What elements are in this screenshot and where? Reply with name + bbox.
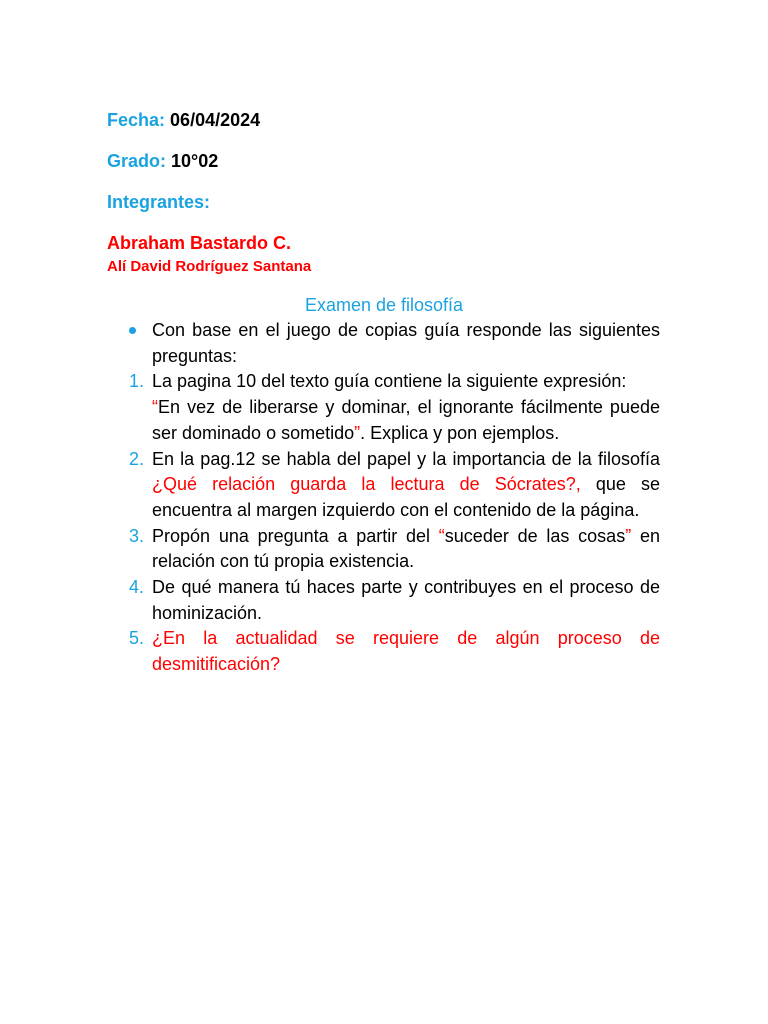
question-quote-line xyxy=(152,395,660,446)
question-item xyxy=(107,524,660,575)
grado-value: 10°02 xyxy=(171,151,219,171)
integrantes-label: Integrantes: xyxy=(107,192,211,212)
instruction-text: Con base en el juego de copias guía responde las siguientes preguntas: xyxy=(152,320,660,366)
fecha-value: 06/04/2024 xyxy=(170,110,261,130)
question-item xyxy=(107,447,660,524)
quote-open: “ xyxy=(438,525,445,546)
question-text: ¿En la actualidad se requiere de algún proceso de desmitificación? xyxy=(152,628,660,675)
question-text: De qué manera tú haces parte y contribuyes en el proceso de hominización. xyxy=(152,577,660,623)
question-text: Propón una pregunta a partir del xyxy=(152,525,439,546)
instruction-bullet xyxy=(107,318,660,369)
question-number: 5. xyxy=(129,628,145,649)
question-number: 4. xyxy=(129,577,145,598)
question-number: 1. xyxy=(129,371,145,392)
question-item xyxy=(107,575,660,626)
fecha-label: Fecha: xyxy=(107,110,166,130)
question-number: 2. xyxy=(129,448,145,469)
integrantes-line xyxy=(107,191,210,213)
quote-open: “ xyxy=(152,397,158,418)
question-highlight: ¿Qué relación guarda la lectura de Sócrates?, xyxy=(152,474,581,495)
question-text-continued: que se encuentra al margen izquierdo con el contenido de la página. xyxy=(152,474,660,520)
bullet-icon xyxy=(129,327,136,334)
quote-close: ” xyxy=(625,525,632,546)
question-tail: . Explica y pon ejemplos. xyxy=(360,422,560,443)
fecha-line xyxy=(107,109,260,131)
question-item xyxy=(107,369,660,446)
question-quote: suceder de las cosas xyxy=(444,525,626,546)
author-name: Alí David Rodríguez Santana xyxy=(107,258,312,275)
grado-line xyxy=(107,150,218,172)
question-list xyxy=(107,318,660,678)
question-text: En la pag.12 se habla del papel y la importancia de la filosofía xyxy=(152,448,660,469)
question-quote: En vez de liberarse y dominar, el ignorante fácilmente puede ser dominado o sometido xyxy=(152,397,660,443)
question-text: La pagina 10 del texto guía contiene la siguiente expresión: xyxy=(152,371,627,392)
question-number: 3. xyxy=(129,525,145,546)
author-name: Abraham Bastardo C. xyxy=(107,233,292,253)
exam-title: Examen de filosofía xyxy=(304,295,464,315)
quote-close: ” xyxy=(354,422,361,443)
grado-label: Grado: xyxy=(107,151,167,171)
question-item xyxy=(107,626,660,677)
question-text-continued: en relación con tú propia existencia. xyxy=(152,525,660,572)
